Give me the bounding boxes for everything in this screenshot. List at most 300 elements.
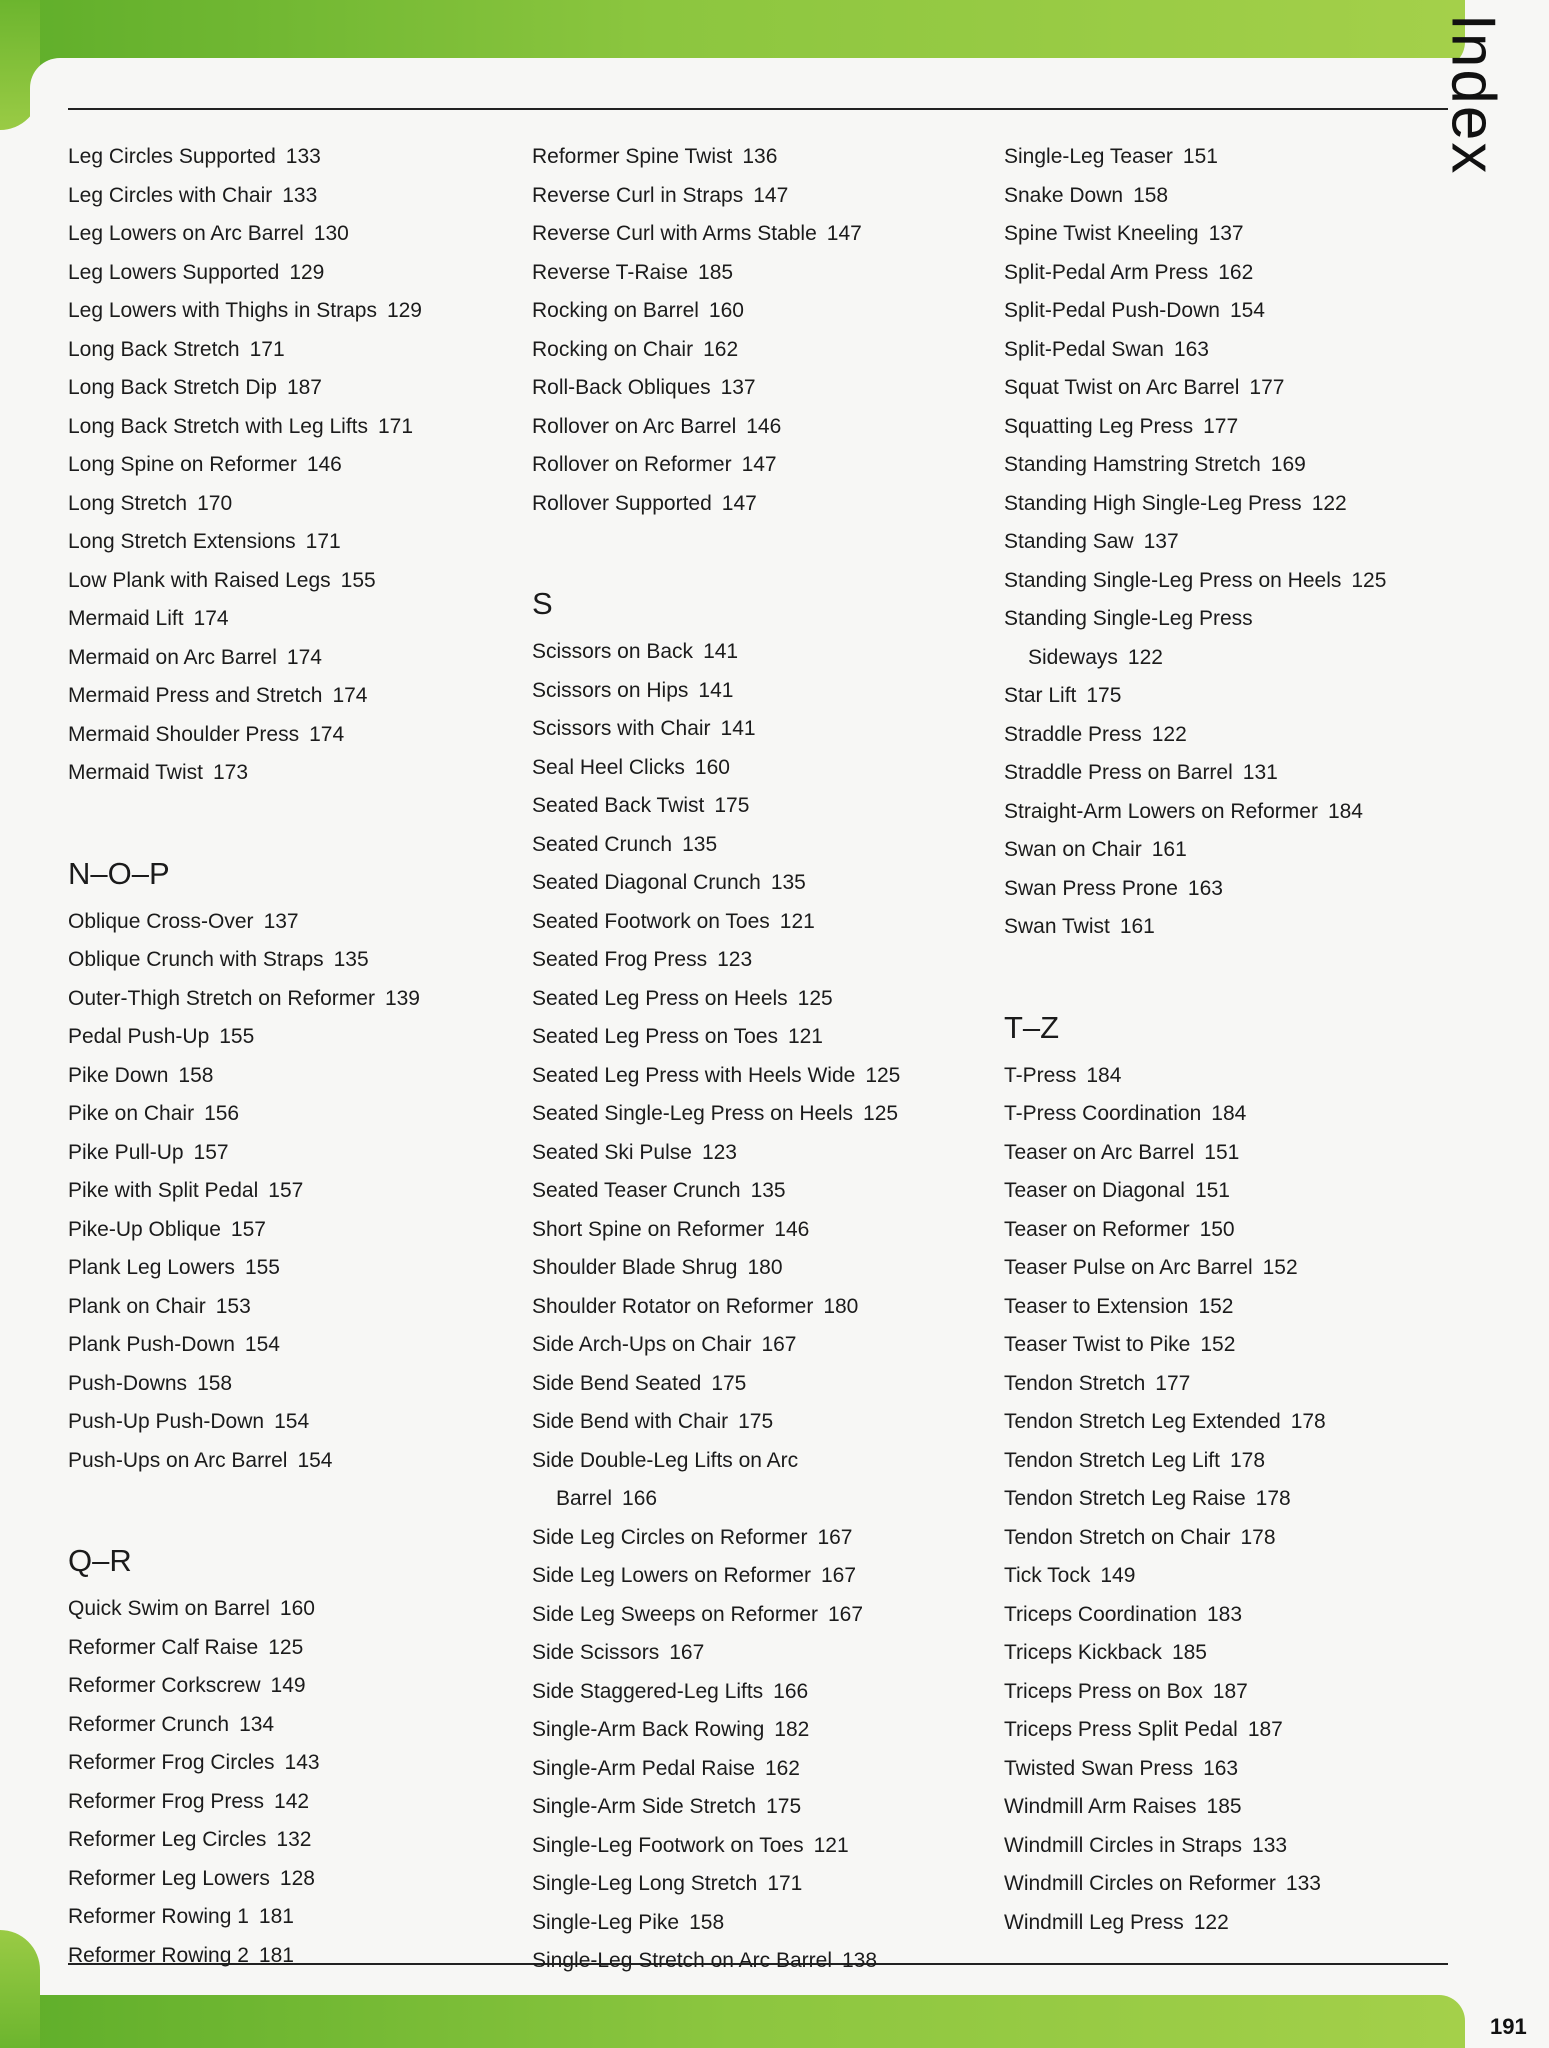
entry-page-number: 171 bbox=[767, 1872, 803, 1895]
entry-page-number: 146 bbox=[746, 414, 782, 438]
entry-name: Reformer Rowing 2 bbox=[68, 1943, 249, 1967]
entry-page-number: 137 bbox=[263, 909, 299, 933]
entry-name: Leg Circles with Chair bbox=[68, 183, 273, 207]
entry-page-number: 154 bbox=[1229, 299, 1265, 322]
index-entry bbox=[532, 1904, 992, 1943]
index-entry bbox=[1004, 138, 1424, 177]
entry-name: Twisted Swan Press bbox=[1004, 1756, 1194, 1780]
entry-page-number: 152 bbox=[1198, 1294, 1234, 1318]
entry-name: Teaser Pulse on Arc Barrel bbox=[1004, 1256, 1253, 1279]
index-entry bbox=[532, 1249, 992, 1288]
entry-page-number: 135 bbox=[333, 948, 369, 971]
index-entry bbox=[68, 754, 518, 793]
entry-page-number: 146 bbox=[774, 1217, 810, 1241]
entry-page-number: 187 bbox=[1212, 1679, 1248, 1703]
entry-name: Push-Ups on Arc Barrel bbox=[68, 1448, 288, 1472]
entry-name: Long Back Stretch with Leg Lifts bbox=[68, 414, 368, 438]
index-entry bbox=[68, 562, 518, 601]
entry-name: Reformer Calf Raise bbox=[68, 1635, 259, 1659]
index-entry bbox=[68, 1018, 518, 1057]
index-entry bbox=[68, 1134, 518, 1173]
entry-name: Push-Downs bbox=[68, 1371, 188, 1395]
index-entry bbox=[1004, 485, 1424, 524]
entry-page-number: 185 bbox=[1171, 1641, 1207, 1664]
entry-page-number: 174 bbox=[193, 607, 229, 630]
index-entry bbox=[532, 1865, 992, 1904]
entry-page-number: 171 bbox=[305, 530, 341, 553]
index-entry bbox=[1004, 1634, 1424, 1673]
entry-name: Triceps Kickback bbox=[1004, 1641, 1162, 1664]
index-entry bbox=[532, 485, 992, 524]
entry-name: Side Double-Leg Lifts on Arc bbox=[532, 1448, 799, 1472]
entry-page-number: 128 bbox=[279, 1866, 315, 1890]
entry-page-number: 177 bbox=[1203, 414, 1239, 438]
entry-page-number: 175 bbox=[711, 1371, 747, 1395]
entry-name: Rollover Supported bbox=[532, 491, 712, 515]
bottom-color-band bbox=[0, 1995, 1465, 2048]
entry-name: Long Stretch Extensions bbox=[68, 530, 296, 553]
index-entry bbox=[532, 177, 992, 216]
entry-name: Seated Leg Press on Heels bbox=[532, 986, 788, 1010]
entry-name: Tendon Stretch Leg Lift bbox=[1004, 1448, 1220, 1472]
index-entry bbox=[1004, 1249, 1424, 1288]
index-letter-heading: Q–R bbox=[68, 1543, 132, 1578]
entry-name: Side Scissors bbox=[532, 1641, 660, 1664]
entry-page-number: 125 bbox=[865, 1063, 901, 1087]
entry-name: Seated Ski Pulse bbox=[532, 1140, 692, 1164]
index-entry bbox=[532, 1134, 992, 1173]
index-entry bbox=[68, 446, 518, 485]
entry-name: Rollover on Reformer bbox=[532, 453, 732, 476]
index-column-2 bbox=[532, 138, 992, 1981]
entry-name: Reverse Curl with Arms Stable bbox=[532, 222, 817, 245]
index-entry bbox=[68, 1249, 518, 1288]
index-entry bbox=[68, 1172, 518, 1211]
entry-page-number: 175 bbox=[1086, 684, 1122, 707]
index-entry bbox=[1004, 1288, 1424, 1327]
entry-page-number: 139 bbox=[384, 986, 420, 1010]
index-entry bbox=[1004, 446, 1424, 485]
entry-name: Pike Pull-Up bbox=[68, 1140, 184, 1164]
entry-page-number: 178 bbox=[1290, 1410, 1326, 1433]
entry-name: Triceps Press Split Pedal bbox=[1004, 1718, 1238, 1741]
entry-page-number: 180 bbox=[747, 1256, 783, 1279]
index-entry bbox=[68, 1937, 518, 1976]
entry-name: Scissors on Back bbox=[532, 640, 694, 663]
entry-page-number: 167 bbox=[669, 1641, 705, 1664]
entry-name: Seated Back Twist bbox=[532, 794, 705, 817]
index-entry bbox=[68, 1403, 518, 1442]
entry-name: Plank Push-Down bbox=[68, 1333, 235, 1356]
entry-name: Sideways bbox=[1028, 645, 1118, 669]
index-entry bbox=[532, 1673, 992, 1712]
entry-page-number: 157 bbox=[268, 1179, 304, 1202]
entry-name: Triceps Coordination bbox=[1004, 1602, 1197, 1626]
entry-name: Spine Twist Kneeling bbox=[1004, 222, 1199, 245]
index-entry bbox=[1004, 1134, 1424, 1173]
index-entry bbox=[532, 1057, 992, 1096]
entry-page-number: 177 bbox=[1155, 1371, 1191, 1395]
entry-page-number: 125 bbox=[797, 986, 833, 1010]
index-entry bbox=[1004, 1172, 1424, 1211]
index-entry bbox=[532, 1326, 992, 1365]
entry-name: Windmill Leg Press bbox=[1004, 1910, 1184, 1934]
entry-name: Single-Leg Teaser bbox=[1004, 145, 1173, 168]
entry-name: Oblique Cross-Over bbox=[68, 909, 254, 933]
entry-page-number: 137 bbox=[720, 376, 756, 399]
entry-name: Leg Lowers Supported bbox=[68, 260, 280, 284]
entry-name: Straddle Press on Barrel bbox=[1004, 761, 1233, 784]
index-entry bbox=[1004, 1673, 1424, 1712]
entry-page-number: 163 bbox=[1173, 337, 1209, 361]
entry-page-number: 169 bbox=[1270, 453, 1306, 476]
index-entry bbox=[1004, 1865, 1424, 1904]
index-entry bbox=[532, 903, 992, 942]
index-entry bbox=[532, 749, 992, 788]
entry-name: Roll-Back Obliques bbox=[532, 376, 711, 399]
entry-page-number: 171 bbox=[249, 337, 285, 361]
entry-page-number: 143 bbox=[284, 1751, 320, 1774]
entry-name: Reformer Frog Press bbox=[68, 1789, 265, 1813]
entry-name: Swan Twist bbox=[1004, 915, 1110, 938]
index-entry bbox=[68, 600, 518, 639]
index-entry bbox=[532, 710, 992, 749]
entry-name: Reformer Frog Circles bbox=[68, 1751, 275, 1774]
section-gap bbox=[1004, 947, 1424, 971]
entry-page-number: 158 bbox=[197, 1371, 233, 1395]
index-entry bbox=[68, 1326, 518, 1365]
entry-page-number: 181 bbox=[258, 1905, 294, 1928]
index-entry bbox=[68, 254, 518, 293]
entry-name: Side Arch-Ups on Chair bbox=[532, 1333, 752, 1356]
entry-page-number: 122 bbox=[1311, 491, 1347, 515]
index-entry bbox=[532, 408, 992, 447]
index-letter-heading: T–Z bbox=[1004, 1009, 1060, 1045]
section-title bbox=[1408, 14, 1538, 174]
index-entry bbox=[1004, 1403, 1424, 1442]
entry-page-number: 146 bbox=[306, 453, 342, 476]
entry-page-number: 180 bbox=[823, 1294, 859, 1318]
index-entry bbox=[1004, 1904, 1424, 1943]
entry-name: Pike-Up Oblique bbox=[68, 1217, 221, 1241]
entry-page-number: 157 bbox=[230, 1217, 266, 1241]
entry-name: Straddle Press bbox=[1004, 722, 1142, 746]
section-gap bbox=[532, 523, 992, 547]
entry-name: Mermaid Press and Stretch bbox=[68, 684, 323, 707]
entry-name: Mermaid on Arc Barrel bbox=[68, 645, 277, 669]
entry-name: Side Bend Seated bbox=[532, 1371, 702, 1395]
entry-name: Windmill Arm Raises bbox=[1004, 1795, 1197, 1818]
index-entry bbox=[68, 1744, 518, 1783]
index-entry bbox=[68, 1706, 518, 1745]
entry-name: Side Leg Sweeps on Reformer bbox=[532, 1602, 818, 1626]
index-entry bbox=[1004, 1057, 1424, 1096]
index-entry bbox=[1004, 716, 1424, 755]
entry-page-number: 151 bbox=[1182, 145, 1218, 168]
entry-name: Rollover on Arc Barrel bbox=[532, 414, 737, 438]
entry-name: Swan Press Prone bbox=[1004, 876, 1178, 900]
entry-page-number: 162 bbox=[764, 1756, 800, 1780]
entry-page-number: 149 bbox=[1100, 1564, 1136, 1587]
entry-name: Single-Arm Pedal Raise bbox=[532, 1756, 755, 1780]
entry-name: Single-Leg Footwork on Toes bbox=[532, 1833, 804, 1857]
entry-name: Seated Crunch bbox=[532, 832, 673, 856]
entry-page-number: 122 bbox=[1151, 722, 1187, 746]
entry-name: Oblique Crunch with Straps bbox=[68, 948, 324, 971]
entry-page-number: 184 bbox=[1211, 1102, 1247, 1125]
entry-page-number: 130 bbox=[313, 222, 349, 245]
entry-page-number: 125 bbox=[268, 1635, 304, 1659]
index-entry bbox=[532, 1172, 992, 1211]
entry-page-number: 147 bbox=[753, 183, 789, 207]
index-entry bbox=[1004, 331, 1424, 370]
index-entry bbox=[532, 826, 992, 865]
index-entry bbox=[68, 485, 518, 524]
index-entry bbox=[1004, 369, 1424, 408]
index-entry bbox=[68, 1667, 518, 1706]
index-entry bbox=[532, 369, 992, 408]
index-entry bbox=[1004, 870, 1424, 909]
entry-page-number: 162 bbox=[703, 337, 739, 361]
index-entry bbox=[1004, 215, 1424, 254]
entry-page-number: 147 bbox=[741, 453, 777, 476]
entry-name: Single-Leg Long Stretch bbox=[532, 1872, 758, 1895]
index-entry bbox=[532, 1750, 992, 1789]
index-entry bbox=[532, 446, 992, 485]
index-entry bbox=[532, 1711, 992, 1750]
entry-page-number: 147 bbox=[826, 222, 862, 245]
index-entry bbox=[532, 633, 992, 672]
entry-name: Teaser on Diagonal bbox=[1004, 1179, 1185, 1202]
entry-name: Short Spine on Reformer bbox=[532, 1217, 765, 1241]
entry-page-number: 135 bbox=[682, 832, 718, 856]
entry-name: Standing Single-Leg Press on Heels bbox=[1004, 568, 1342, 592]
entry-page-number: 133 bbox=[285, 145, 321, 168]
index-entry bbox=[68, 1442, 518, 1481]
index-entry bbox=[1004, 600, 1424, 639]
entry-name: Reformer Leg Lowers bbox=[68, 1866, 270, 1890]
entry-name: Pike Down bbox=[68, 1063, 169, 1087]
index-entry bbox=[1004, 677, 1424, 716]
entry-page-number: 136 bbox=[742, 145, 778, 168]
index-entry bbox=[532, 138, 992, 177]
entry-page-number: 141 bbox=[720, 717, 756, 740]
index-entry bbox=[532, 1942, 992, 1981]
entry-page-number: 166 bbox=[622, 1487, 658, 1510]
index-entry bbox=[532, 215, 992, 254]
entry-name: Rocking on Barrel bbox=[532, 299, 699, 322]
index-entry bbox=[532, 1827, 992, 1866]
entry-page-number: 158 bbox=[1133, 183, 1169, 207]
entry-page-number: 167 bbox=[828, 1602, 864, 1626]
entry-name: Shoulder Rotator on Reformer bbox=[532, 1294, 814, 1318]
entry-page-number: 135 bbox=[750, 1179, 786, 1202]
entry-name: Leg Lowers on Arc Barrel bbox=[68, 222, 304, 245]
entry-name: Long Back Stretch bbox=[68, 337, 240, 361]
entry-page-number: 150 bbox=[1199, 1217, 1235, 1241]
entry-name: Teaser on Arc Barrel bbox=[1004, 1140, 1195, 1164]
index-entry bbox=[532, 254, 992, 293]
index-entry bbox=[532, 787, 992, 826]
entry-name: Squatting Leg Press bbox=[1004, 414, 1194, 438]
entry-page-number: 163 bbox=[1203, 1756, 1239, 1780]
entry-page-number: 160 bbox=[694, 755, 730, 779]
entry-name: Teaser to Extension bbox=[1004, 1294, 1189, 1318]
entry-page-number: 122 bbox=[1127, 645, 1163, 669]
index-letter-heading: N–O–P bbox=[68, 855, 170, 891]
index-entry bbox=[68, 1898, 518, 1937]
top-rule bbox=[68, 108, 1448, 110]
entry-name: Shoulder Blade Shrug bbox=[532, 1256, 738, 1279]
index-entry bbox=[532, 1365, 992, 1404]
index-entry bbox=[68, 1590, 518, 1629]
index-entry bbox=[532, 1634, 992, 1673]
index-entry bbox=[1004, 754, 1424, 793]
index-entry bbox=[1004, 1095, 1424, 1134]
entry-name: Seated Single-Leg Press on Heels bbox=[532, 1102, 854, 1125]
entry-name: Scissors with Chair bbox=[532, 717, 711, 740]
entry-page-number: 166 bbox=[773, 1679, 809, 1703]
entry-page-number: 132 bbox=[276, 1828, 312, 1851]
entry-page-number: 147 bbox=[721, 491, 757, 515]
index-entry bbox=[68, 1057, 518, 1096]
entry-page-number: 174 bbox=[309, 722, 345, 746]
index-entry bbox=[68, 1783, 518, 1822]
entry-name: Straight-Arm Lowers on Reformer bbox=[1004, 799, 1318, 823]
entry-page-number: 141 bbox=[703, 640, 739, 663]
index-column-3 bbox=[1004, 138, 1424, 1942]
entry-name: Single-Arm Side Stretch bbox=[532, 1795, 757, 1818]
index-entry bbox=[1004, 1326, 1424, 1365]
index-entry bbox=[1004, 1711, 1424, 1750]
entry-name: Tendon Stretch bbox=[1004, 1371, 1146, 1395]
index-entry bbox=[532, 1442, 992, 1481]
index-entry bbox=[1004, 1788, 1424, 1827]
entry-name: Standing Hamstring Stretch bbox=[1004, 453, 1261, 476]
entry-page-number: 141 bbox=[698, 678, 734, 702]
index-entry bbox=[68, 1860, 518, 1899]
index-entry bbox=[532, 1288, 992, 1327]
entry-name: Split-Pedal Swan bbox=[1004, 337, 1164, 361]
entry-page-number: 133 bbox=[1285, 1872, 1321, 1895]
entry-name: Snake Down bbox=[1004, 183, 1124, 207]
index-entry bbox=[532, 1480, 992, 1519]
entry-name: Long Back Stretch Dip bbox=[68, 376, 277, 399]
entry-name: Side Staggered-Leg Lifts bbox=[532, 1679, 764, 1703]
entry-name: Teaser Twist to Pike bbox=[1004, 1333, 1191, 1356]
entry-page-number: 142 bbox=[274, 1789, 310, 1813]
index-entry bbox=[1004, 523, 1424, 562]
entry-name: Outer-Thigh Stretch on Reformer bbox=[68, 986, 375, 1010]
index-entry bbox=[1004, 639, 1424, 678]
index-entry bbox=[68, 369, 518, 408]
entry-name: Side Bend with Chair bbox=[532, 1410, 729, 1433]
entry-name: Tendon Stretch Leg Extended bbox=[1004, 1410, 1281, 1433]
entry-page-number: 167 bbox=[761, 1333, 797, 1356]
entry-page-number: 158 bbox=[178, 1063, 214, 1087]
index-entry bbox=[1004, 1557, 1424, 1596]
entry-page-number: 178 bbox=[1255, 1487, 1291, 1510]
entry-name: Seal Heel Clicks bbox=[532, 755, 685, 779]
index-entry bbox=[1004, 1365, 1424, 1404]
entry-name: Reverse T-Raise bbox=[532, 260, 689, 284]
index-entry bbox=[532, 672, 992, 711]
entry-page-number: 183 bbox=[1206, 1602, 1243, 1626]
entry-name: Mermaid Shoulder Press bbox=[68, 722, 300, 746]
index-letter-heading: S bbox=[532, 586, 553, 621]
entry-page-number: 129 bbox=[386, 299, 422, 322]
entry-name: Seated Leg Press with Heels Wide bbox=[532, 1063, 856, 1087]
entry-name: Pike with Split Pedal bbox=[68, 1179, 259, 1202]
index-entry bbox=[1004, 292, 1424, 331]
section-gap bbox=[68, 1480, 518, 1504]
index-entry bbox=[1004, 1442, 1424, 1481]
index-entry bbox=[532, 1788, 992, 1827]
entry-page-number: 185 bbox=[698, 260, 734, 284]
section-gap bbox=[68, 793, 518, 817]
index-entry bbox=[68, 1629, 518, 1668]
entry-page-number: 134 bbox=[239, 1712, 275, 1736]
entry-name: Standing Saw bbox=[1004, 530, 1134, 553]
entry-name: Seated Teaser Crunch bbox=[532, 1179, 741, 1202]
index-entry bbox=[532, 1557, 992, 1596]
entry-page-number: 151 bbox=[1204, 1140, 1240, 1164]
entry-page-number: 149 bbox=[270, 1674, 306, 1697]
entry-page-number: 121 bbox=[787, 1025, 823, 1048]
entry-page-number: 135 bbox=[770, 871, 806, 894]
entry-name: Long Spine on Reformer bbox=[68, 453, 297, 476]
entry-name: Reformer Leg Circles bbox=[68, 1828, 267, 1851]
entry-page-number: 182 bbox=[774, 1718, 810, 1741]
entry-page-number: 174 bbox=[332, 684, 368, 707]
index-entry bbox=[68, 1211, 518, 1250]
entry-page-number: 129 bbox=[289, 260, 325, 284]
page-number: 191 bbox=[1490, 2014, 1527, 2039]
entry-name: Split-Pedal Push-Down bbox=[1004, 299, 1220, 322]
entry-page-number: 177 bbox=[1249, 376, 1285, 399]
entry-name: Mermaid Twist bbox=[68, 761, 203, 784]
index-entry bbox=[68, 331, 518, 370]
entry-name: Reverse Curl in Straps bbox=[532, 183, 744, 207]
entry-page-number: 161 bbox=[1151, 838, 1187, 861]
entry-page-number: 131 bbox=[1242, 761, 1278, 784]
entry-name: Long Stretch bbox=[68, 491, 188, 515]
entry-page-number: 155 bbox=[340, 568, 376, 592]
entry-page-number: 133 bbox=[282, 183, 318, 207]
index-entry bbox=[1004, 1596, 1424, 1635]
index-entry bbox=[1004, 408, 1424, 447]
index-entry bbox=[68, 1365, 518, 1404]
entry-page-number: 175 bbox=[738, 1410, 774, 1433]
entry-name: Split-Pedal Arm Press bbox=[1004, 260, 1209, 284]
entry-name: Side Leg Circles on Reformer bbox=[532, 1525, 808, 1549]
entry-name: Plank on Chair bbox=[68, 1294, 206, 1318]
entry-name: Reformer Corkscrew bbox=[68, 1674, 261, 1697]
entry-page-number: 153 bbox=[215, 1294, 251, 1318]
section-title-text: Index bbox=[1438, 13, 1508, 175]
entry-page-number: 157 bbox=[193, 1140, 229, 1164]
index-entry bbox=[68, 292, 518, 331]
index-entry bbox=[68, 523, 518, 562]
entry-name: Standing Single-Leg Press bbox=[1004, 607, 1253, 630]
index-entry bbox=[68, 677, 518, 716]
index-entry bbox=[1004, 562, 1424, 601]
entry-page-number: 125 bbox=[1351, 568, 1387, 592]
entry-page-number: 174 bbox=[286, 645, 322, 669]
entry-name: Windmill Circles in Straps bbox=[1004, 1833, 1243, 1857]
index-column-1 bbox=[68, 138, 518, 1975]
entry-page-number: 167 bbox=[820, 1564, 857, 1587]
